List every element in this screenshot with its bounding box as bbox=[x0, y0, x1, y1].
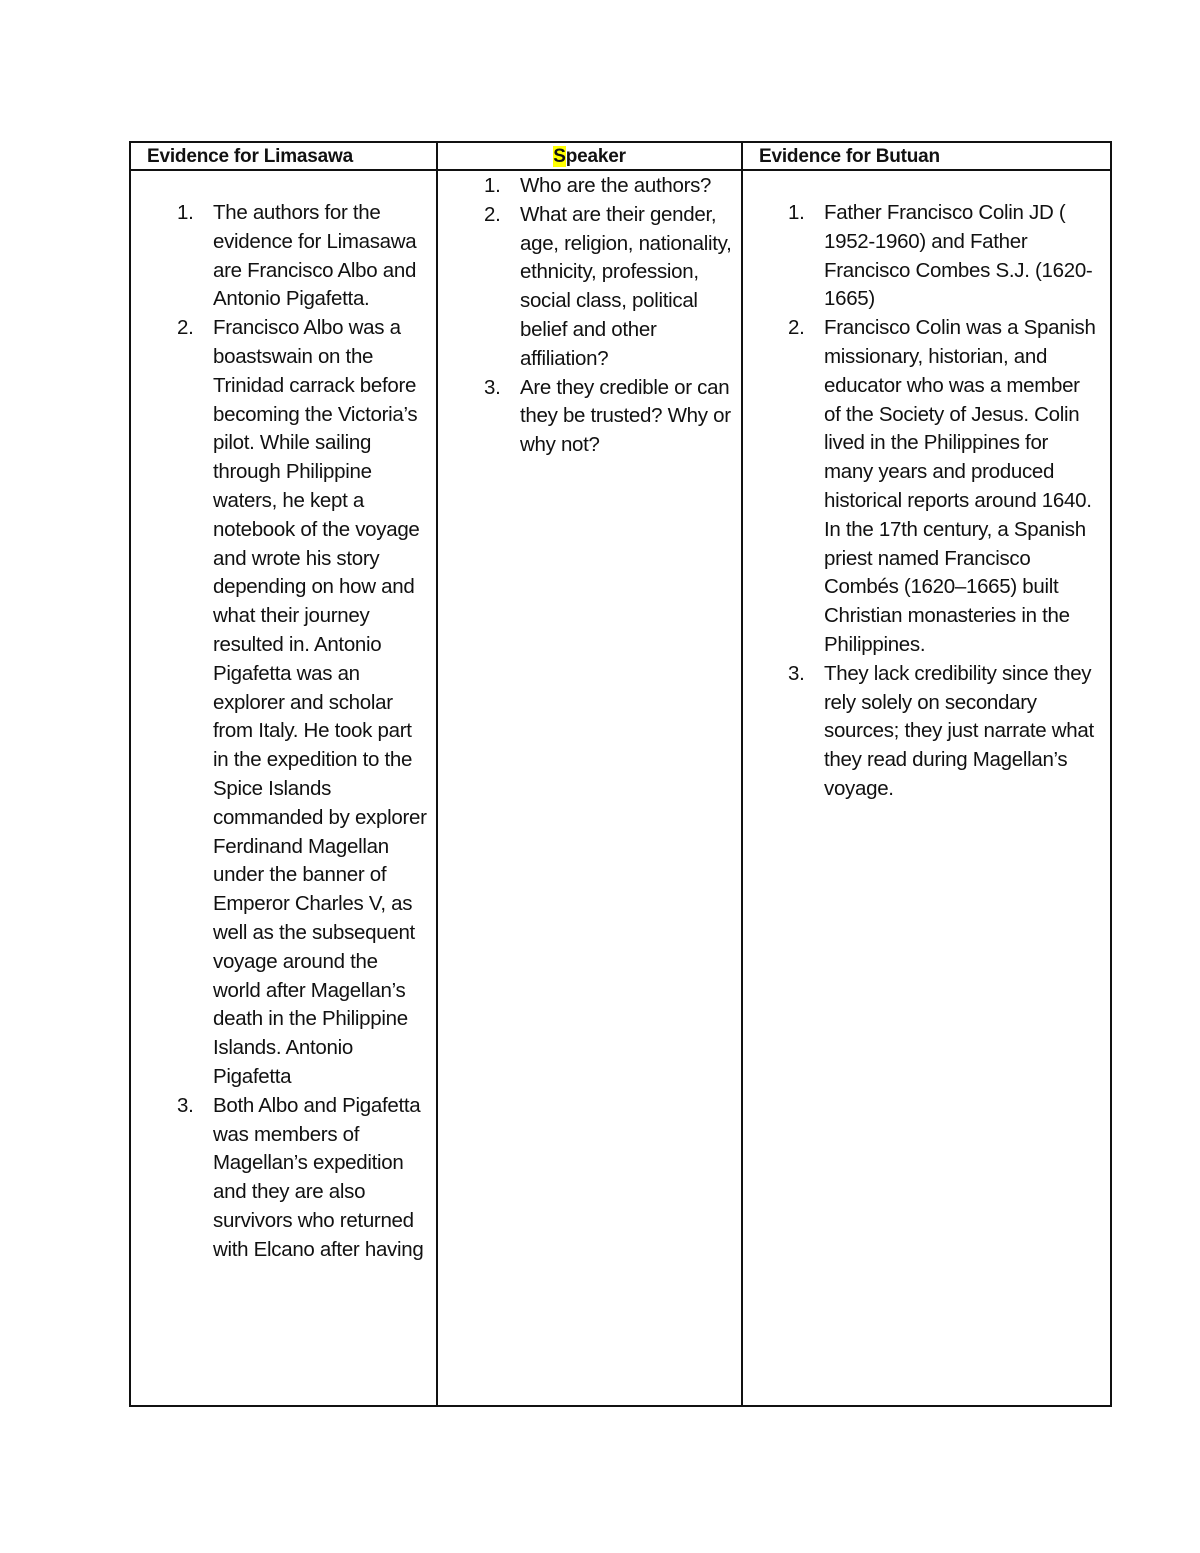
list-item bbox=[131, 199, 436, 314]
list-number: 1. bbox=[788, 201, 805, 224]
header-butuan: Evidence for Butuan bbox=[742, 142, 1111, 170]
butuan-cell bbox=[742, 170, 1111, 1406]
list-text: Francisco Colin was a Spanish missionary, historian, and educator who was a member of the Society of Jesus. Colin lived in the Philippines for many years and produced historical reports around 1640. bbox=[824, 316, 1096, 512]
table-body-row bbox=[130, 170, 1111, 1406]
list-number: 3. bbox=[484, 375, 501, 399]
header-speaker bbox=[437, 142, 742, 170]
list-text: Father Francisco Colin JD ( 1952-1960) and Father Francisco Combes S.J. (1620-1665) bbox=[824, 201, 1093, 311]
list-text: They lack credibility since they rely solely on secondary sources; they just narrate what they read during Magellan’s voyage. bbox=[824, 661, 1094, 800]
list-number: 1. bbox=[177, 201, 194, 224]
list-item bbox=[743, 660, 1110, 804]
list-number: 3. bbox=[788, 661, 805, 685]
list-number: 2. bbox=[788, 316, 805, 340]
list-number: 1. bbox=[484, 174, 501, 197]
limasawa-list bbox=[131, 171, 436, 1264]
header-speaker-rest: peaker bbox=[565, 146, 626, 167]
speaker-list bbox=[438, 171, 741, 460]
list-number: 3. bbox=[177, 1093, 194, 1117]
list-text: Both Albo and Pigafetta was members of Magellan’s expedition and they are also survivors who returned with Elcano after having bbox=[213, 1093, 424, 1261]
list-text: Who are the authors? bbox=[520, 174, 712, 197]
table-header-row bbox=[130, 142, 1111, 170]
list-text: What are their gender, age, religion, nationality, ethnicity, profession, social class, political belief and other affiliation? bbox=[520, 202, 732, 370]
list-item bbox=[743, 314, 1110, 660]
list-text: Francisco Albo was a boastswain on the Trinidad carrack before becoming the Victoria’s pilot. While sailing through Philippine waters, he kept a notebook of the voyage and wrote his story depending on how and what their journey resulted in. Antonio Pigafetta was an explorer and scholar from Italy. He took part in the expedition to the Spice Islands commanded by explorer Ferdinand Magellan under the banner of Emperor Charles V, as well as the subsequent voyage around the world after Magellan’s death in the Philippine Islands. Antonio Pigafetta bbox=[213, 316, 427, 1088]
list-text: The authors for the evidence for Limasawa are Francisco Albo and Antonio Pigafetta. bbox=[213, 201, 417, 311]
highlighted-letter: S bbox=[553, 146, 566, 167]
butuan-list bbox=[743, 171, 1110, 804]
list-item bbox=[743, 199, 1110, 314]
list-number: 2. bbox=[484, 202, 501, 226]
header-limasawa: Evidence for Limasawa bbox=[130, 142, 437, 170]
list-item bbox=[131, 1092, 436, 1265]
speaker-cell bbox=[437, 170, 742, 1406]
list-item bbox=[131, 314, 436, 1092]
list-text: Are they credible or can they be trusted? Why or why not? bbox=[520, 375, 731, 457]
list-item bbox=[438, 172, 741, 201]
list-continuation: In the 17th century, a Spanish priest named Francisco Combés (1620–1665) built Christian monasteries in the Philippines. bbox=[824, 517, 1086, 656]
evidence-table bbox=[129, 141, 1112, 1407]
list-item bbox=[438, 374, 741, 460]
list-number: 2. bbox=[177, 316, 194, 340]
limasawa-cell bbox=[130, 170, 437, 1406]
list-item bbox=[438, 201, 741, 374]
